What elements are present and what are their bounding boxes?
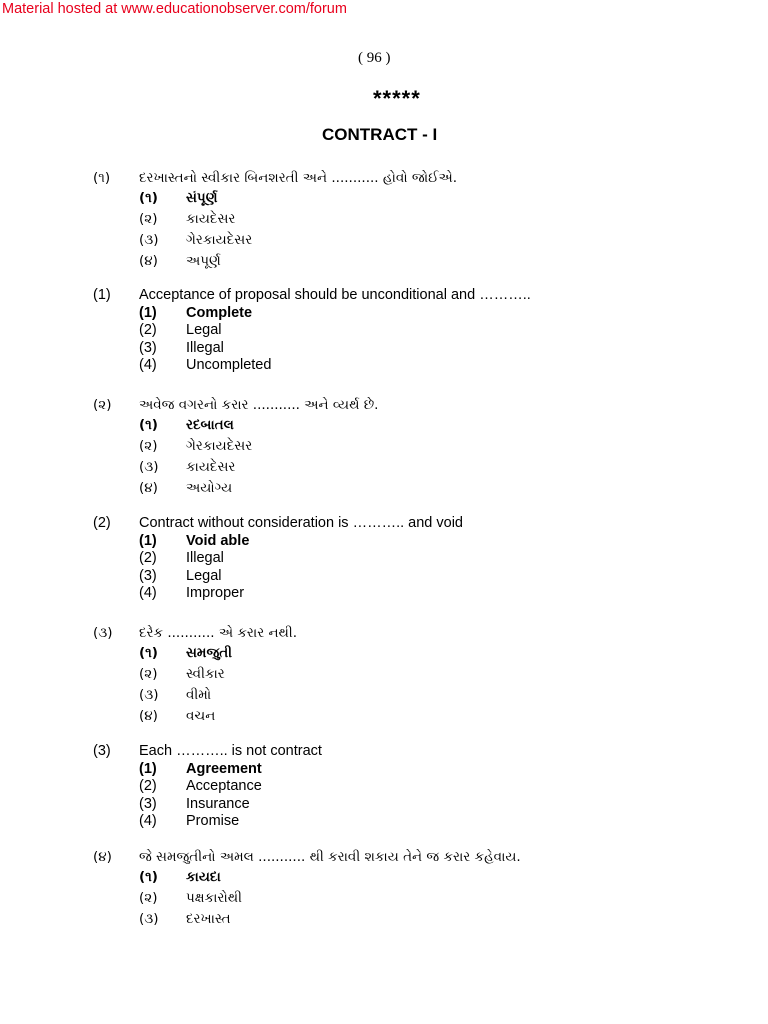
option-answer: [139, 305, 739, 323]
option-text: Acceptance: [186, 778, 262, 794]
option-number: (૨): [139, 438, 158, 454]
option-number: (૪): [139, 253, 158, 269]
stars-divider: *****: [373, 86, 421, 111]
option: [139, 211, 739, 229]
option-number: (2): [139, 778, 157, 794]
option: [139, 357, 739, 375]
option-text: દરખાસ્ત: [186, 911, 231, 927]
option: [139, 796, 739, 814]
question-number: (૧): [93, 170, 111, 186]
option-text: અયોગ્ય: [186, 480, 233, 496]
page-number-text: ( 96 ): [358, 50, 391, 66]
option-text: Legal: [186, 568, 222, 584]
option-number: (4): [139, 357, 157, 373]
option: [139, 813, 739, 831]
question-number: (૨): [93, 397, 112, 413]
option-answer: [139, 190, 739, 208]
option: [139, 585, 739, 603]
option-text: Void able: [186, 533, 250, 549]
option-answer: [139, 869, 739, 887]
option: [139, 911, 739, 929]
option-number: (૧): [139, 417, 158, 433]
option: [139, 708, 739, 726]
option-answer: [139, 645, 739, 663]
option-text: સમજુતી: [186, 645, 233, 661]
option-text: કાયદેસર: [186, 211, 236, 227]
option-text: Uncompleted: [186, 357, 272, 373]
option-text: Complete: [186, 305, 253, 321]
option-number: (૧): [139, 869, 158, 885]
option: [139, 480, 739, 498]
question-number: (૩): [93, 625, 113, 641]
option-number: (2): [139, 322, 157, 338]
option-number: (3): [139, 568, 157, 584]
option-answer: [139, 417, 739, 435]
question-text: Contract without consideration is ……….. and void: [139, 515, 463, 531]
option: [139, 232, 739, 250]
question-text: Acceptance of proposal should be unconditional and ………..: [139, 287, 531, 303]
option-number: (૪): [139, 480, 158, 496]
option-text: સંપૂર્ણ: [186, 190, 218, 206]
option-text: ગેરકાયદેસર: [186, 438, 253, 454]
option: [139, 778, 739, 796]
option: [139, 459, 739, 477]
option-text: સ્વીકાર: [186, 666, 225, 682]
option-text: Legal: [186, 322, 222, 338]
option-text: ગેરકાયદેસર: [186, 232, 253, 248]
question-text: જે સમજુતીનો અમલ ........... થી કરાવી શકાય તેને જ કરાર કહેવાય.: [139, 849, 521, 865]
option-text: વચન: [186, 708, 216, 724]
option-number: (૨): [139, 211, 158, 227]
question-text: દરખાસ્તનો સ્વીકાર બિનશરતી અને ........... હોવો જોઈએ.: [139, 170, 458, 186]
option-number: (૧): [139, 190, 158, 206]
option: [139, 438, 739, 456]
option-number: (4): [139, 585, 157, 601]
option-number: (1): [139, 761, 157, 777]
option-text: રદબાતલ: [186, 417, 234, 433]
question-number: (2): [93, 515, 111, 531]
option: [139, 666, 739, 684]
option-text: પક્ષકારોથી: [186, 890, 242, 906]
option-answer: [139, 533, 739, 551]
option: [139, 890, 739, 908]
option-number: (1): [139, 305, 157, 321]
option-text: Illegal: [186, 550, 224, 566]
option: [139, 550, 739, 568]
option-number: (૪): [139, 708, 158, 724]
option-text: વીમો: [186, 687, 212, 703]
question-number: (1): [93, 287, 111, 303]
option: [139, 322, 739, 340]
watermark-link-text: Material hosted at www.educationobserver.com/forum: [2, 1, 347, 17]
option-number: (૩): [139, 232, 159, 248]
option-number: (2): [139, 550, 157, 566]
option-number: (૧): [139, 645, 158, 661]
option-number: (3): [139, 340, 157, 356]
option-number: (૨): [139, 890, 158, 906]
option-text: Promise: [186, 813, 240, 829]
option-text: Insurance: [186, 796, 250, 812]
option-text: કાયદા: [186, 869, 221, 885]
option: [139, 253, 739, 271]
option-number: (4): [139, 813, 157, 829]
option-answer: [139, 761, 739, 779]
question-text: દરેક ........... એ કરાર નથી.: [139, 625, 298, 641]
option-number: (1): [139, 533, 157, 549]
option-text: Agreement: [186, 761, 262, 777]
option-number: (૩): [139, 911, 159, 927]
question-text: અવેજ વગરનો કરાર ........... અને વ્યર્થ છે.: [139, 397, 379, 413]
option-number: (3): [139, 796, 157, 812]
option-number: (૩): [139, 459, 159, 475]
option-number: (૩): [139, 687, 159, 703]
option: [139, 687, 739, 705]
option-text: અપૂર્ણ: [186, 253, 221, 269]
question-number: (3): [93, 743, 111, 759]
question-number: (૪): [93, 849, 112, 865]
option: [139, 568, 739, 586]
option-text: Improper: [186, 585, 245, 601]
option-text: Illegal: [186, 340, 224, 356]
option-number: (૨): [139, 666, 158, 682]
question-text: Each ……….. is not contract: [139, 743, 322, 759]
option-text: કાયદેસર: [186, 459, 236, 475]
section-heading: CONTRACT - I: [322, 125, 438, 144]
option: [139, 340, 739, 358]
